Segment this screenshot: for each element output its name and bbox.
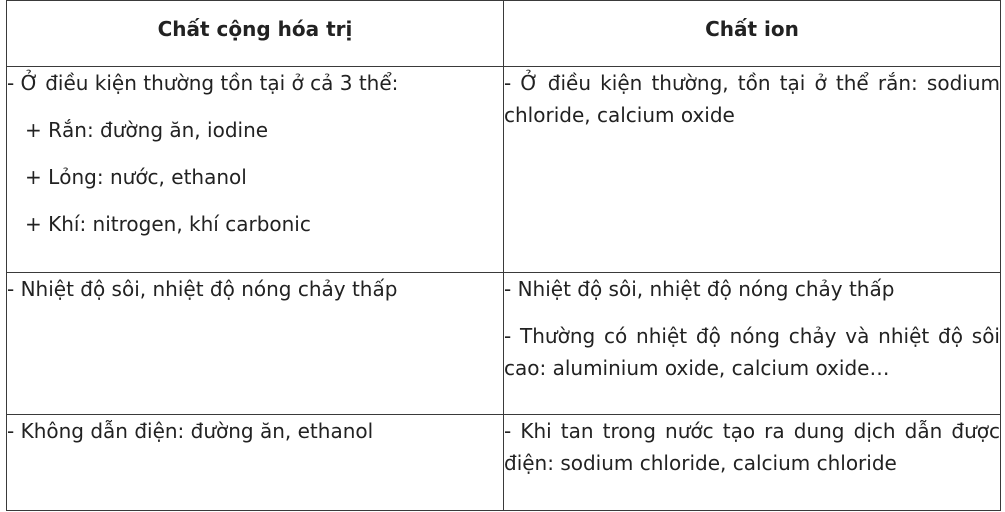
cell-covalent-boiling: [7, 273, 504, 415]
cell-ionic-conductivity: [504, 415, 1001, 511]
comparison-table: [6, 0, 1001, 511]
header-row: [7, 1, 1001, 67]
table-row: [7, 273, 1001, 415]
cell-text: - Nhiệt độ sôi, nhiệt độ nóng chảy thấp: [504, 277, 895, 301]
cell-text: - Ở điều kiện thường tồn tại ở cả 3 thể:: [7, 71, 399, 95]
table-row: [7, 415, 1001, 511]
cell-text: - Nhiệt độ sôi, nhiệt độ nóng chảy thấp: [7, 277, 398, 301]
cell-covalent-conductivity: [7, 415, 504, 511]
list-item: + Khí: nitrogen, khí carbonic: [25, 212, 311, 236]
cell-text: - Ở điều kiện thường, tồn tại ở thể rắn: sodium chloride, calcium oxide: [504, 71, 1000, 127]
header-covalent: Chất cộng hóa trị: [7, 1, 504, 67]
cell-covalent-states: [7, 67, 504, 273]
cell-text: - Không dẫn điện: đường ăn, ethanol: [7, 419, 374, 443]
list-item: + Lỏng: nước, ethanol: [25, 165, 247, 189]
list-item: + Rắn: đường ăn, iodine: [25, 118, 269, 142]
cell-text: - Khi tan trong nước tạo ra dung dịch dẫn được điện: sodium chloride, calcium chloride: [504, 419, 1000, 475]
cell-ionic-states: [504, 67, 1001, 273]
cell-text: - Thường có nhiệt độ nóng chảy và nhiệt độ sôi cao: aluminium oxide, calcium oxide…: [504, 324, 1000, 380]
cell-ionic-boiling: [504, 273, 1001, 415]
table-row: [7, 67, 1001, 273]
header-ionic: Chất ion: [504, 1, 1001, 67]
